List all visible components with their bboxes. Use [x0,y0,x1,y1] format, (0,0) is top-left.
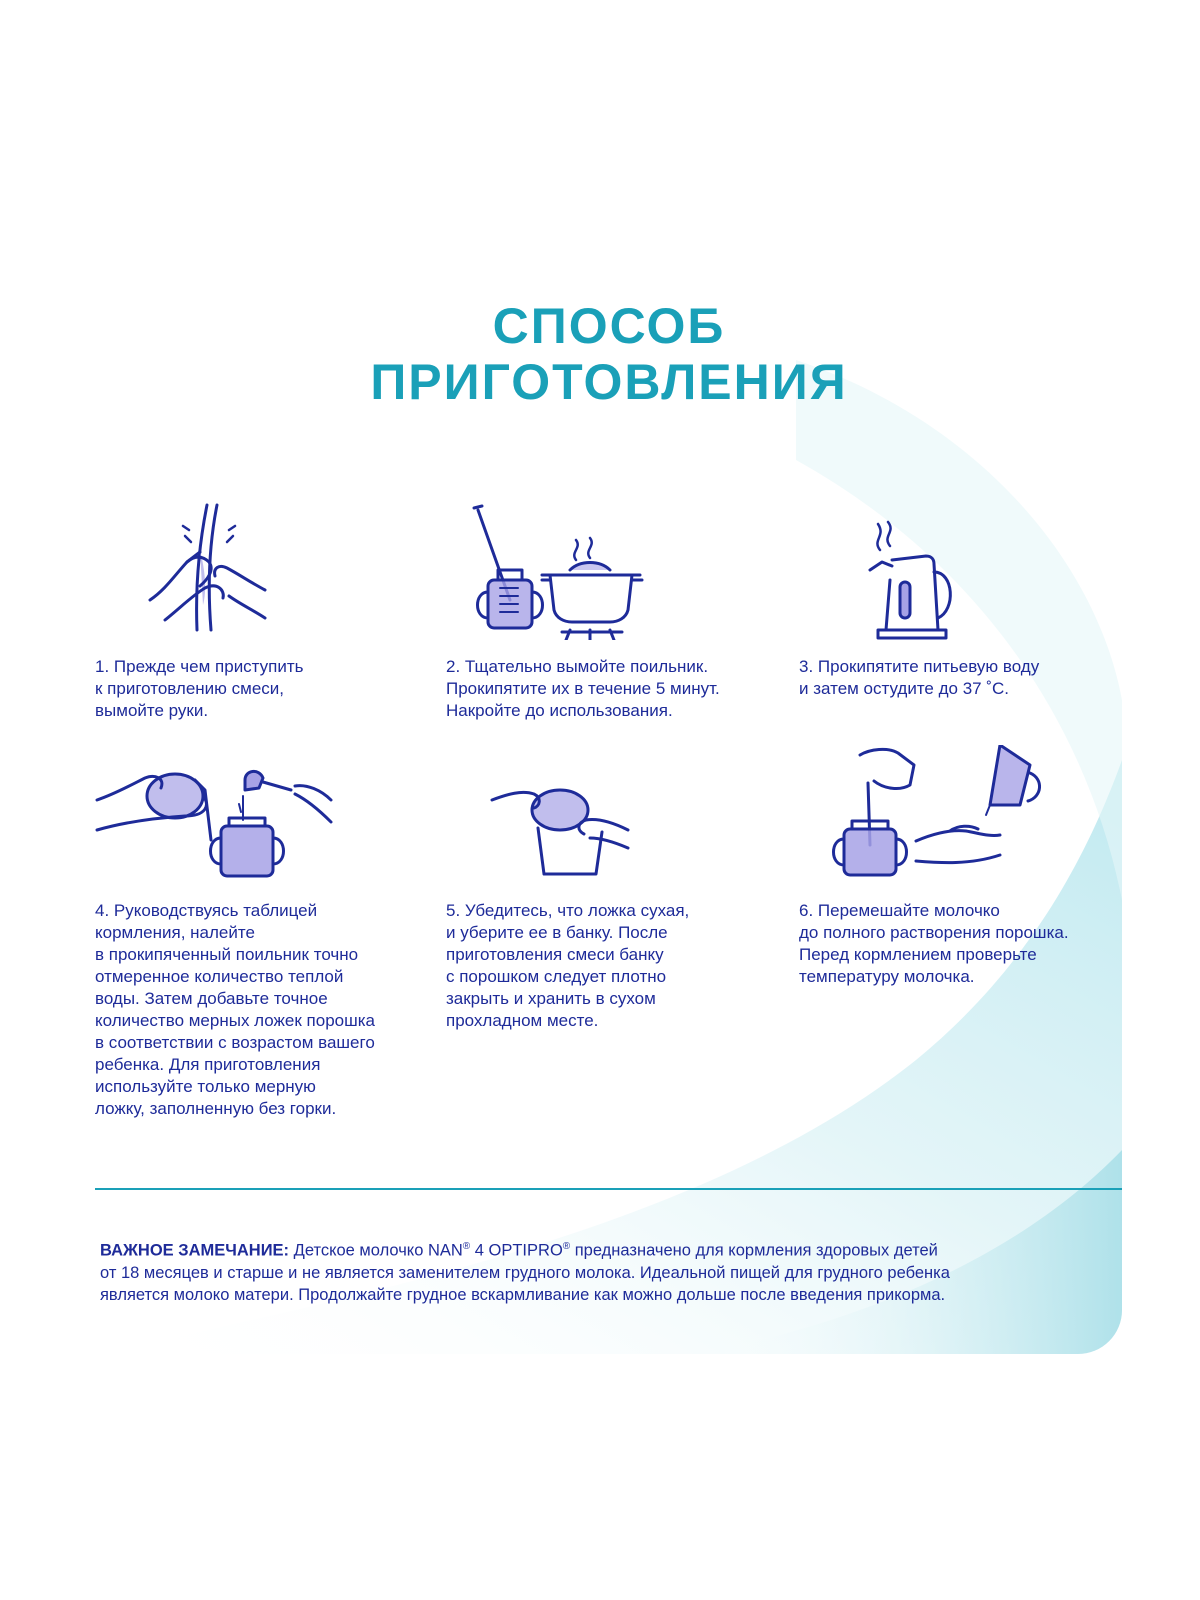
washing-hands-icon [145,500,270,635]
page-title-line-2: ПРИГОТОВЛЕНИЯ [370,354,848,410]
close-tin-icon [490,780,630,880]
important-note [100,1236,1100,1306]
stir-and-test-icon [830,745,1045,880]
step-6-text: 6. Перемешайте молочко до полного растворения порошка. Перед кормлением проверьте температуру молочка. [799,901,1069,986]
step-1-text: 1. Прежде чем приступить к приготовлению смеси, вымойте руки. [95,657,304,720]
divider [95,1188,1122,1190]
step-2-text: 2. Тщательно вымойте поильник. Прокипятите их в течение 5 минут. Накройте до использования. [446,657,720,720]
step-4-text: 4. Руководствуясь таблицей кормления, налейте в прокипяченный поильник точно отмеренное количество теплой воды. Затем добавьте точное количество мерных ложек порошка в соответствии с возрастом вашего ребенка. Для приготовления используйте только мерную ложку, заполненную без горки. [95,901,376,1118]
note-label: ВАЖНОЕ ЗАМЕЧАНИЕ: [100,1241,290,1260]
bottle-cleaning-and-boiling-icon [470,500,650,640]
kettle-icon [862,520,962,640]
note-line-2: от 18 месяцев и старше и не является заменителем грудного молока. Идеальной пищей для грудного ребенка [100,1263,950,1282]
step-3-text: 3. Прокипятите питьевую воду и затем остудите до 37 ˚С. [799,657,1040,698]
page-title-line-1: СПОСОБ [492,298,726,354]
step-5-text: 5. Убедитесь, что ложка сухая, и уберите ее в банку. После приготовления смеси банку с порошком следует плотно закрыть и хранить в сухом прохладном месте. [446,901,690,1030]
note-line-3: является молоко матери. Продолжайте грудное вскармливание как можно дольше после введения прикорма. [100,1285,946,1304]
note-line-1: ВАЖНОЕ ЗАМЕЧАНИЕ: Детское молочко NAN® 4 OPTIPRO® предназначено для кормления здоровых детей [100,1241,938,1260]
measure-powder-icon [95,760,335,880]
